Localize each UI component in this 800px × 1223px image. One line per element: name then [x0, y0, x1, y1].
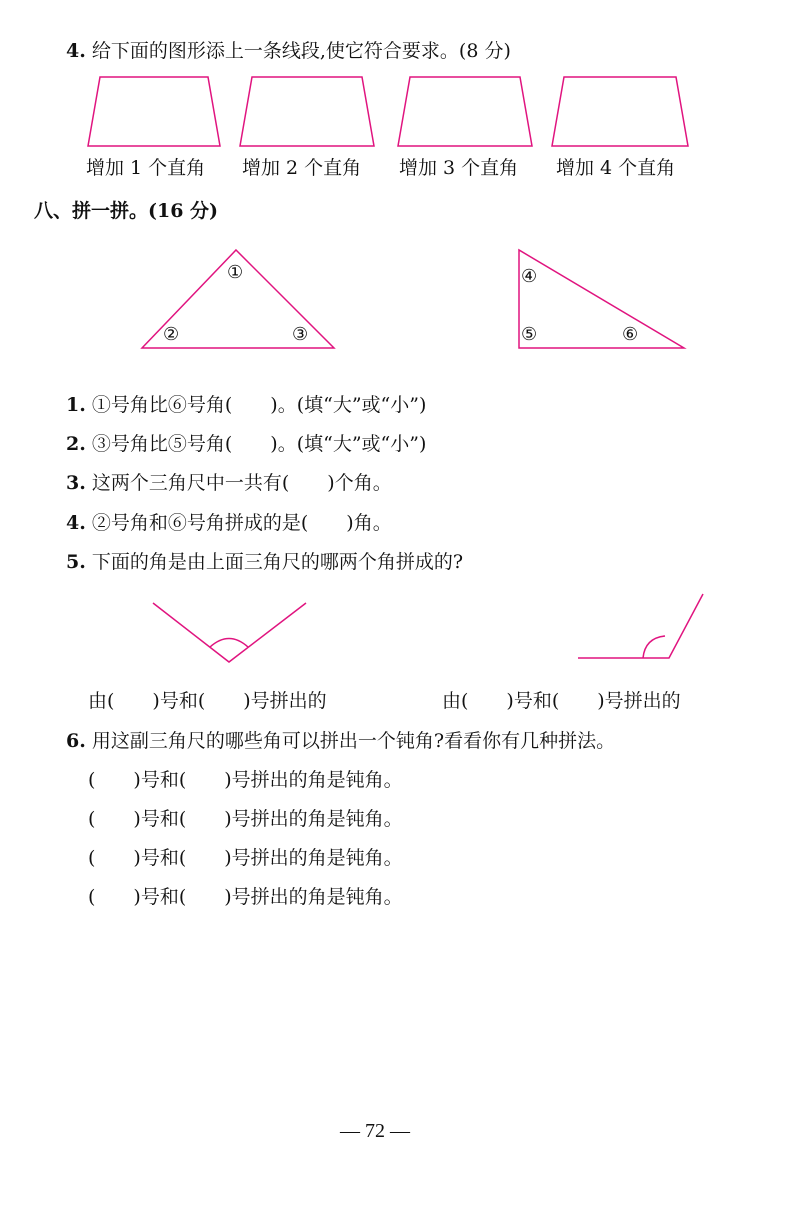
caption-2: 增加 2 个直角	[242, 157, 362, 179]
q4-number: 4.	[66, 40, 86, 62]
angle-figure-right	[575, 590, 705, 670]
question-3: 3. 这两个三角尺中一共有( )个角。	[66, 472, 392, 494]
triangle-ruler-2	[516, 248, 691, 358]
obtuse-line-3: ( )号和( )号拼出的角是钝角。	[88, 847, 403, 869]
obtuse-line-4: ( )号和( )号拼出的角是钝角。	[88, 886, 403, 908]
angle-label-3: ③	[292, 324, 309, 345]
angle-label-4: ④	[521, 266, 538, 287]
obtuse-line-1: ( )号和( )号拼出的角是钝角。	[88, 769, 403, 791]
caption-3: 增加 3 个直角	[399, 157, 519, 179]
caption-4: 增加 4 个直角	[556, 157, 676, 179]
q4-text: 给下面的图形添上一条线段,使它符合要求。(8 分)	[91, 40, 511, 62]
question-6: 6. 用这副三角尺的哪些角可以拼出一个钝角?看看你有几种拼法。	[66, 730, 616, 752]
trapezoid-1	[88, 77, 220, 146]
angle-label-5: ⑤	[521, 324, 538, 345]
trapezoid-3	[398, 77, 532, 146]
angle-answer-left: 由( )号和( )号拼出的	[88, 690, 327, 712]
obtuse-line-2: ( )号和( )号拼出的角是钝角。	[88, 808, 403, 830]
question-2: 2. ③号角比⑤号角( )。(填“大”或“小”)	[66, 433, 427, 455]
angle-label-1: ①	[227, 262, 244, 283]
trapezoid-4	[552, 77, 688, 146]
question-5: 5. 下面的角是由上面三角尺的哪两个角拼成的?	[66, 551, 464, 573]
section-title: 八、拼一拼。(16 分)	[34, 200, 219, 222]
angle-answer-right: 由( )号和( )号拼出的	[442, 690, 681, 712]
caption-1: 增加 1 个直角	[86, 157, 206, 179]
q4-heading	[66, 36, 511, 63]
trapezoid-figures	[0, 75, 800, 155]
page-number: — 72 —	[340, 1120, 410, 1142]
question-1: 1. ①号角比⑥号角( )。(填“大”或“小”)	[66, 394, 427, 416]
question-4: 4. ②号角和⑥号角拼成的是( )角。	[66, 512, 392, 534]
trapezoid-2	[240, 77, 374, 146]
angle-label-2: ②	[163, 324, 180, 345]
angle-figure-left	[148, 598, 318, 678]
angle-label-6: ⑥	[622, 324, 639, 345]
